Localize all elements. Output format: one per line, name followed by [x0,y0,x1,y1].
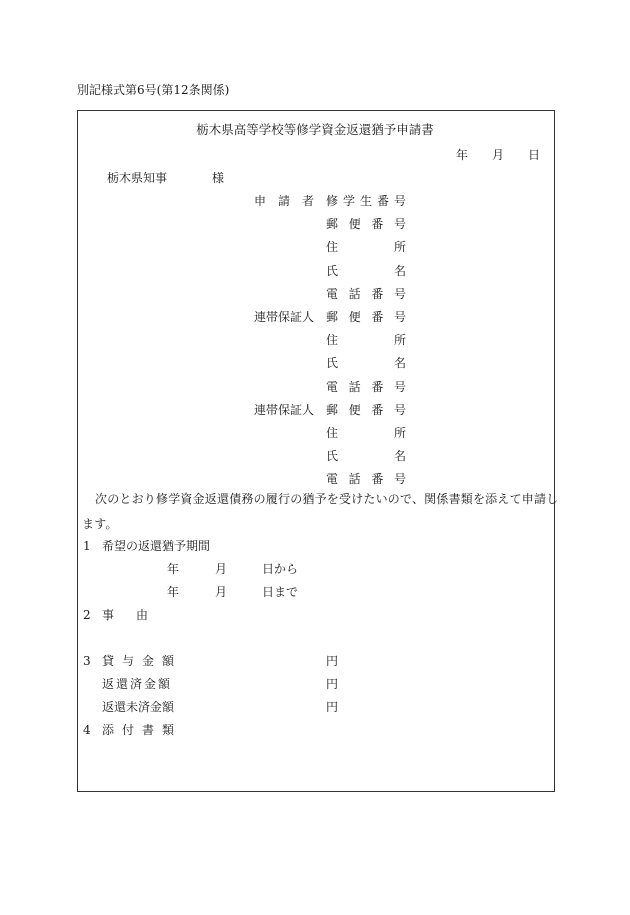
party-role-label: 申 請 者 [254,194,315,208]
party-field-char: 氏 [326,356,339,370]
party-field-char: 電 [326,287,339,301]
party-field-char: 便 [348,310,361,324]
party-field-label [326,265,406,277]
party-field-char: 号 [393,287,406,301]
party-field-label [326,241,406,253]
party-field-char: 話 [348,472,361,486]
attachments-char: 付 [121,723,134,737]
party-field-char: 氏 [326,449,339,463]
section-1-label: 希望の返還猶予期間 [102,539,211,553]
period-to-day: 日まで [262,585,299,599]
party-field-char: 所 [393,426,406,440]
statement-line-2: ます。 [82,517,118,531]
attachments-char: 添 [102,723,115,737]
party-field-char: 号 [393,472,406,486]
party-field-char: 番 [371,403,384,417]
party-field-char: 氏 [326,264,339,278]
party-field-char: 所 [393,333,406,347]
party-role-label: 連帯保証人 [254,310,315,324]
section-1-number: 1 [83,539,91,553]
loan-amount-unit: 円 [326,654,339,668]
section-4-number: 4 [83,723,91,737]
party-field-label [326,450,406,462]
party-field-label [326,288,406,300]
party-field-label [326,218,406,230]
party-field-char: 名 [393,264,406,278]
party-field-label [326,404,406,416]
period-from-month: 月 [215,562,228,576]
loan-amount-char: 金 [141,654,154,668]
form-title: 栃木県高等学校等修学資金返還猶予申請書 [196,122,434,137]
party-field-char: 電 [326,380,339,394]
party-field-char: 号 [393,310,406,324]
period-from-day: 日から [262,562,299,576]
date-day-label: 日 [528,148,541,162]
party-field-char: 番 [371,310,384,324]
attachments-char: 書 [141,723,154,737]
loan-amount-char: 額 [161,654,174,668]
party-field-label [326,195,406,207]
party-field-char: 番 [371,287,384,301]
party-field-char: 名 [393,356,406,370]
party-field-label [326,311,406,323]
party-field-label [326,381,406,393]
party-field-char: 番 [371,217,384,231]
party-field-char: 住 [326,240,339,254]
party-field-label [326,334,406,346]
party-field-char: 番 [371,380,384,394]
loan-amount-char: 貸 [102,654,115,668]
section-3-number: 3 [83,654,91,668]
party-field-char: 郵 [326,403,339,417]
section-2-label-char-2: 由 [136,608,149,622]
party-field-char: 郵 [326,310,339,324]
party-field-char: 号 [393,380,406,394]
party-field-char: 住 [326,333,339,347]
unpaid-amount-unit: 円 [326,700,339,714]
period-to-year: 年 [167,585,180,599]
party-field-label [326,357,406,369]
section-2-number: 2 [83,608,91,622]
party-field-label [326,427,406,439]
form-reference: 別記様式第6号(第12条関係) [77,83,230,97]
party-field-char: 便 [348,403,361,417]
party-role-label: 連帯保証人 [254,403,315,417]
addressee-honorific: 様 [212,171,225,185]
loan-amount-char: 与 [121,654,134,668]
party-field-char: 番 [371,472,384,486]
repaid-amount-unit: 円 [326,677,339,691]
party-field-char: 住 [326,426,339,440]
party-field-char: 号 [393,403,406,417]
party-field-char: 号 [393,217,406,231]
party-field-char: 学 [342,194,355,208]
statement-line-1: 次のとおり修学資金返還債務の履行の猶予を受けたいので、関係書類を添えて申請し [95,492,559,506]
unpaid-amount-label: 返還未済金額 [102,700,175,714]
party-field-char: 電 [326,472,339,486]
section-2-label-char-1: 事 [102,608,115,622]
party-field-char: 番 [376,194,389,208]
repaid-amount-label: 返還済金額 [102,677,173,691]
party-field-char: 号 [393,194,406,208]
party-field-char: 生 [359,194,372,208]
party-field-char: 修 [326,194,339,208]
party-field-char: 話 [348,380,361,394]
party-field-label [326,473,406,485]
party-field-char: 便 [348,217,361,231]
party-field-char: 所 [393,240,406,254]
loan-amount-label [102,655,174,667]
party-field-char: 郵 [326,217,339,231]
date-year-label: 年 [456,148,469,162]
date-month-label: 月 [492,148,505,162]
party-field-char: 話 [348,287,361,301]
attachments-char: 類 [161,723,174,737]
party-field-char: 名 [393,449,406,463]
period-to-month: 月 [215,585,228,599]
attachments-label [102,724,174,736]
addressee-name: 栃木県知事 [107,171,168,185]
period-from-year: 年 [167,562,180,576]
